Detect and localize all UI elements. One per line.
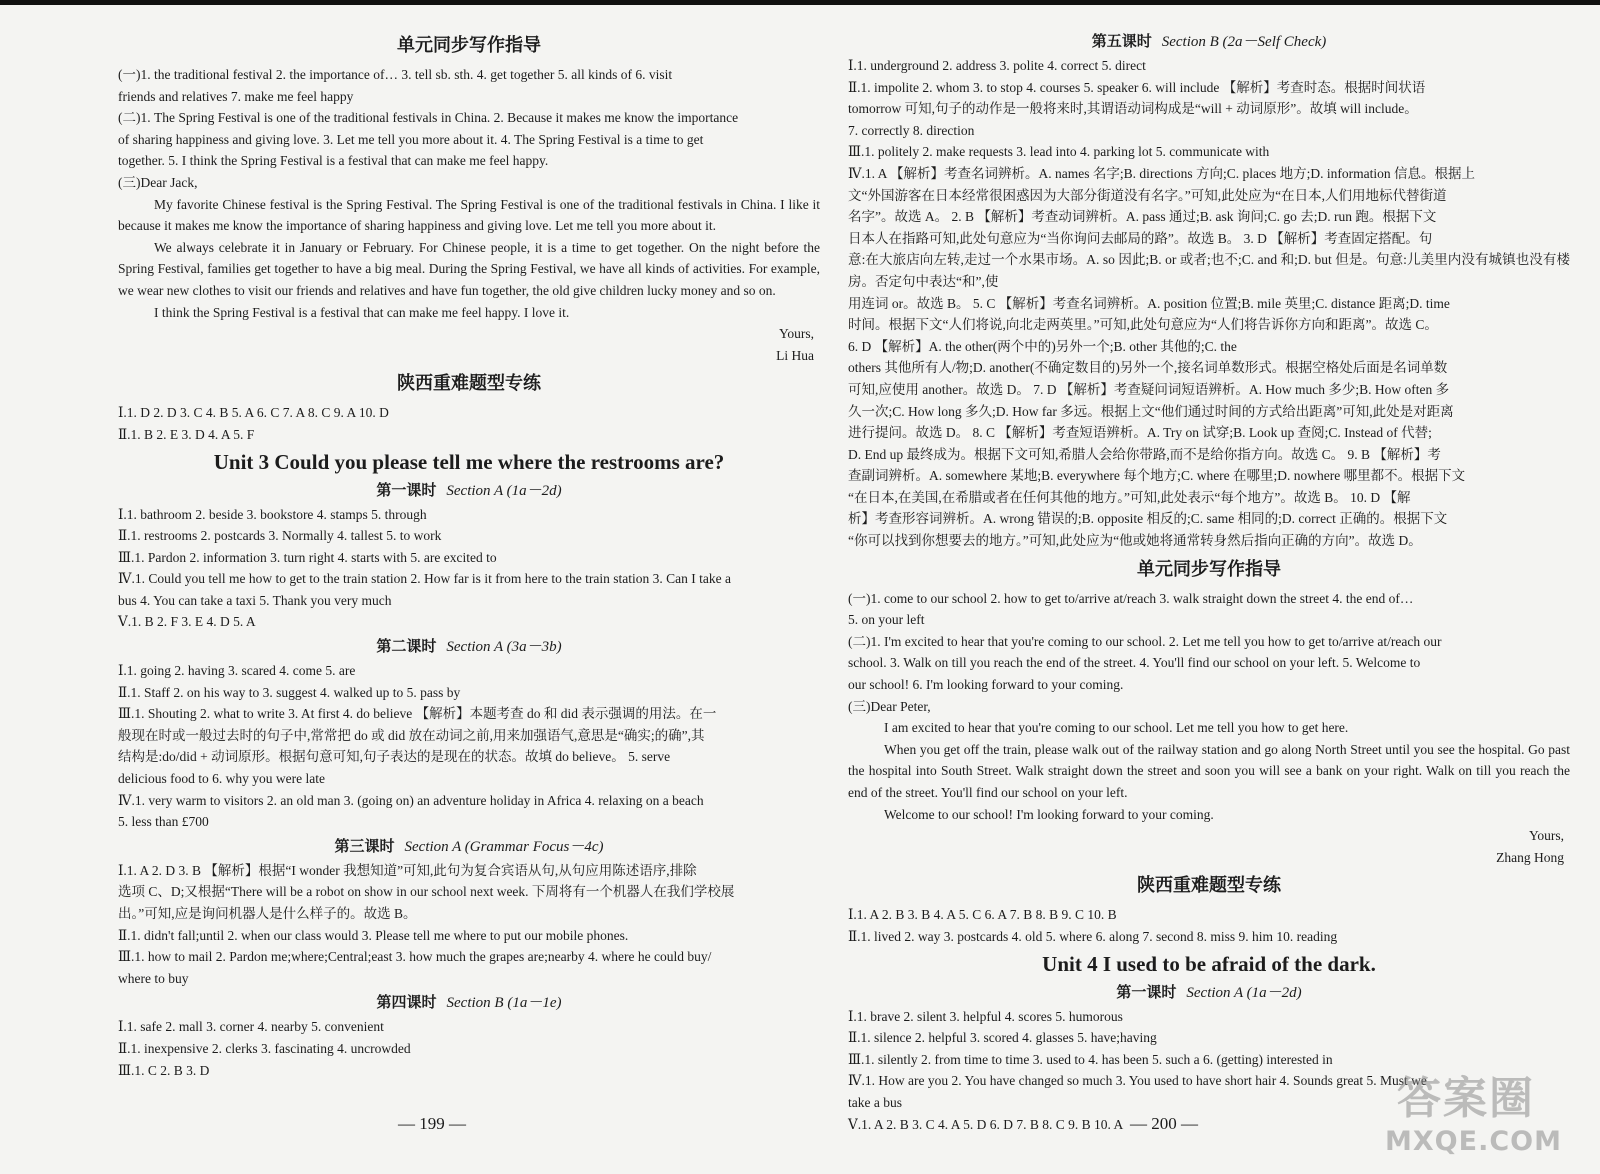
answer-line: Ⅳ.1. How are you 2. You have changed so much 3. You used to have short hair 4. Sounds great 5. Must we [848, 1073, 1427, 1089]
answer-line: Ⅰ.1. brave 2. silent 3. helpful 4. scores 5. humorous [848, 1008, 1123, 1024]
answer-line: 久一次;C. How long 多久;D. How far 多远。根据上文“他们通过时间的方式给出距离”可知,此处是对距离 [848, 403, 1454, 419]
answer-line: 文“外国游客在日本经常很困惑因为大部分街道没有名字。”可知,此处应为“在日本,人们用地标代替街道 [848, 187, 1447, 203]
lesson-section: Section B (2a－Self Check) [1161, 34, 1327, 50]
lesson-heading [118, 834, 820, 859]
watermark-url: MXQE.COM [1385, 1126, 1562, 1157]
answer-line: Ⅰ.1. safe 2. mall 3. corner 4. nearby 5. convenient [118, 1019, 384, 1035]
letter-paragraph: When you get off the train, please walk out of the railway station and go along North Street until you see the hospital. Go past the hospital into South Street. Walk straight down the street and soon you will see a bank on your right. Walk on till you reach the end of the street. You'll find our school on your left. [848, 741, 1570, 800]
answer-line: 时间。根据下文“人们将说,向北走两英里。”可知,此处句意应为“人们将告诉你方向和距离”。故选 C。 [848, 317, 1438, 333]
answer-line: Ⅱ.1. inexpensive 2. clerks 3. fascinating 4. uncrowded [118, 1040, 411, 1056]
lesson-section: Section A (3a－3b) [446, 639, 562, 656]
answer-line: Ⅱ.1. didn't fall;until 2. when our class would 3. Please tell me where to put our mobile phones. [118, 927, 629, 943]
lesson-heading [118, 478, 820, 503]
answer-line: Ⅲ.1. Shouting 2. what to write 3. At first 4. do believe 【解析】本题考查 do 和 did 表示强调的用法。在一 [118, 706, 717, 722]
answer-line: 查副词辨析。A. somewhere 某地;B. everywhere 每个地方;C. where 在哪里;D. nowhere 哪里都不。根据下文 [848, 468, 1466, 484]
letter-paragraph: My favorite Chinese festival is the Spring Festival. The Spring Festival is one of the traditional festivals in China. I like it because it makes me know the importance of sharing happiness and giving love. Let me tell you more about it. [118, 196, 820, 234]
writing-guide-title: 单元同步写作指导 [397, 35, 541, 56]
answer-line: (二)1. The Spring Festival is one of the traditional festivals in China. 2. Because it makes me know the importance [118, 110, 739, 126]
answer-line: (一)1. the traditional festival 2. the importance of… 3. tell sb. sth. 4. get together 5. all kinds of 6. visit [118, 67, 673, 82]
answer-line: our school! 6. I'm looking forward to your coming. [848, 677, 1124, 693]
answer-line: 进行提问。故选 D。 8. C 【解析】考查短语辨析。A. Try on 试穿;B. Look up 查阅;C. Instead of 代替; [848, 425, 1432, 441]
answer-line: Ⅳ.1. A 【解析】考查名词辨析。A. names 名字;B. directions 方向;C. places 地方;D. information 信息。根据上 [848, 165, 1475, 181]
sample-letter [848, 717, 1570, 868]
unit-title: Unit 4 I used to be afraid of the dark. [1042, 951, 1376, 976]
answer-line: Ⅲ.1. how to mail 2. Pardon me;where;Central;east 3. how much the grapes are;nearby 4. where he could buy/ [118, 949, 712, 965]
answer-line: Ⅱ.1. restrooms 2. postcards 3. Normally 4. tallest 5. to work [118, 528, 442, 544]
answer-line: Ⅲ.1. silently 2. from time to time 3. used to 4. has been 5. such a 6. (getting) interested in [848, 1051, 1333, 1067]
answer-line: together. 5. I think the Spring Festival is a festival that can make me feel happy. [118, 153, 549, 169]
lesson-heading [118, 634, 820, 659]
answer-line: Ⅴ.1. B 2. F 3. E 4. D 5. A [118, 614, 256, 630]
writing-guide-title: 单元同步写作指导 [1137, 558, 1281, 580]
answer-line: (一)1. come to our school 2. how to get to/arrive at/reach 3. walk straight down the street 4. the end of… [848, 590, 1414, 606]
lesson-section: Section A (1a－2d) [1186, 984, 1302, 1001]
answer-line: 般现在时或一般过去时的句子中,常常把 do 或 did 放在动词之前,用来加强语气,意思是“确实;的确”,其 [118, 727, 705, 743]
answer-line: 结构是:do/did + 动词原形。根据句意可知,句子表达的是现在的状态。故填 do believe。 5. serve [118, 749, 671, 765]
letter-signature: Li Hua [776, 347, 814, 363]
top-border [0, 0, 1600, 5]
letter-greeting: (三)Dear Jack, [118, 174, 198, 190]
right-page [848, 28, 1570, 1135]
answer-line: Ⅲ.1. Pardon 2. information 3. turn right 4. starts with 5. are excited to [118, 549, 497, 565]
lesson-title: 第一课时 [376, 480, 437, 499]
letter-closing: Yours, [778, 326, 814, 342]
answer-line: Ⅱ.1. Staff 2. on his way to 3. suggest 4. walked up to 5. pass by [118, 684, 461, 700]
watermark-logo [1385, 1060, 1585, 1168]
lesson-heading [848, 980, 1570, 1005]
practice-title: 陕西重难题型专练 [1137, 875, 1281, 897]
page-number: — 200 — [1130, 1114, 1198, 1133]
answer-line: 日本人在指路可知,此处句意应为“当你询问去邮局的路”。故选 B。 3. D 【解析】考查固定搭配。句 [848, 230, 1433, 246]
answer-line: 用连词 or。故选 B。 5. C 【解析】考查名词辨析。A. position 位置;B. mile 英里;C. distance 距离;D. time [848, 295, 1450, 311]
lesson-title: 第四课时 [376, 993, 437, 1012]
answer-line: D. End up 最终成为。根据下文可知,希腊人会给你带路,而不是给你指方向。故选 C。 9. B 【解析】考 [848, 446, 1441, 462]
lesson-heading [118, 990, 820, 1015]
lesson-section: Section A (1a－2d) [446, 482, 562, 499]
answer-line: Ⅲ.1. C 2. B 3. D [118, 1062, 210, 1078]
lesson-title: 第一课时 [1116, 982, 1177, 1001]
answer-line: where to buy [118, 970, 189, 986]
answer-line: delicious food to 6. why you were late [118, 771, 325, 787]
answer-line: tomorrow 可知,句子的动作是一般将来时,其谓语动词构成是“will + 动词原形”。故填 will include。 [848, 101, 1418, 117]
lesson-title: 第五课时 [1091, 32, 1152, 50]
letter-paragraph: Welcome to our school! I'm looking forward to your coming. [884, 806, 1214, 822]
lesson-section: Section A (Grammar Focus－4c) [404, 838, 604, 855]
sample-letter [118, 194, 820, 367]
answer-line: of sharing happiness and giving love. 3. Let me tell you more about it. 4. The Spring Festival is a time to get [118, 131, 704, 147]
answer-line: Ⅰ.1. bathroom 2. beside 3. bookstore 4. stamps 5. through [118, 506, 427, 522]
unit-title: Unit 3 Could you please tell me where the restrooms are? [213, 449, 725, 474]
answer-line: 5. on your left [848, 612, 925, 628]
page-number: — 199 — [398, 1114, 466, 1133]
answer-line: Ⅱ.1. silence 2. helpful 3. scored 4. glasses 5. have;having [848, 1030, 1157, 1046]
answer-line: 选项 C、D;又根据“There will be a robot on show in our school next week. 下周将有一个机器人在我们学校展 [118, 884, 735, 900]
answer-line: Ⅳ.1. very warm to visitors 2. an old man 3. (going on) an adventure holiday in Africa 4. relaxing on a beach [118, 792, 704, 808]
answer-line: take a bus [848, 1094, 902, 1110]
practice-title: 陕西重难题型专练 [397, 373, 541, 395]
answer-line: 析】考查形容词辨析。A. wrong 错误的;B. opposite 相反的;C. same 相同的;D. correct 正确的。根据下文 [848, 511, 1448, 527]
letter-closing: Yours, [1528, 828, 1564, 844]
answer-line: 名字”。故选 A。 2. B 【解析】考查动词辨析。A. pass 通过;B. ask 询问;C. go 去;D. run 跑。根据下文 [848, 209, 1437, 225]
answer-line: 出。”可知,应是询问机器人是什么样子的。故选 B。 [118, 906, 417, 921]
answer-line: Ⅱ.1. B 2. E 3. D 4. A 5. F [118, 426, 255, 442]
letter-greeting: (三)Dear Peter, [848, 698, 931, 714]
answer-line: “在日本,在美国,在希腊或者在任何其他的地方。”可知,此处表示“每个地方”。故选 B。 10. D 【解 [848, 489, 1411, 505]
answer-line: others 其他所有人/物;D. another(不确定数目的)另外一个,接名词单数形式。根据空格处后面是名词单数 [848, 360, 1448, 376]
writing-guide-answers [118, 64, 820, 194]
left-page [118, 28, 820, 1081]
letter-paragraph: I am excited to hear that you're coming to our school. Let me tell you how to get here. [884, 720, 1349, 736]
answer-line: Ⅱ.1. lived 2. way 3. postcards 4. old 5. where 6. along 7. second 8. miss 9. him 10. reading [848, 928, 1338, 944]
letter-signature: Zhang Hong [1496, 849, 1564, 865]
answer-line: bus 4. You can take a taxi 5. Thank you very much [118, 592, 392, 608]
answer-line: (二)1. I'm excited to hear that you're coming to our school. 2. Let me tell you how to get to/arrive at/reach our [848, 633, 1442, 649]
answer-line: Ⅰ.1. D 2. D 3. C 4. B 5. A 6. C 7. A 8. C 9. A 10. D [118, 405, 389, 421]
answer-line: 6. D 【解析】A. the other(两个中的)另外一个;B. other 其他的;C. the [848, 338, 1237, 354]
answer-line: school. 3. Walk on till you reach the end of the street. 4. You'll find our school on your left. 5. Welcome to [848, 655, 1421, 671]
answer-line: 可知,应使用 another。故选 D。 7. D 【解析】考查疑问词短语辨析。A. How much 多少;B. How often 多 [848, 381, 1450, 397]
letter-paragraph: We always celebrate it in January or February. For Chinese people, it is a time to get together. On the night before the Spring Festival, families get together to have a big meal. During the Spring Festival, we have all kinds of activities. For example, we wear new clothes to visit our friends and relatives and have fun together, the old give children lucky money and so on. [118, 239, 820, 298]
answer-line: 7. correctly 8. direction [848, 122, 975, 138]
lesson-title: 第二课时 [376, 637, 437, 656]
answer-line: Ⅰ.1. going 2. having 3. scared 4. come 5. are [118, 663, 356, 679]
answer-line: Ⅰ.1. underground 2. address 3. polite 4. correct 5. direct [848, 58, 1146, 73]
lesson-title: 第三课时 [334, 836, 395, 855]
answer-line: Ⅳ.1. Could you tell me how to get to the train station 2. How far is it from here to the train station 3. Can I take a [118, 571, 731, 587]
answer-line: Ⅰ.1. A 2. B 3. B 4. A 5. C 6. A 7. B 8. B 9. C 10. B [848, 907, 1117, 923]
answer-line: “你可以找到你想要去的地方。”可知,此处应为“他或她将通常转身然后指向正确的方向”。故选 D。 [848, 533, 1422, 549]
answer-line: 5. less than £700 [118, 814, 209, 830]
answer-line: 意:在大旅店向左转,走过一个水果市场。A. so 因此;B. or 或者;也不;C. and 和;D. but 但是。句意:儿美里内没有城镇也没有楼房。否定句中表达“和”,使 [848, 252, 1570, 289]
answer-line: Ⅰ.1. A 2. D 3. B 【解析】根据“I wonder 我想知道”可知,此句为复合宾语从句,从句应用陈述语序,排除 [118, 862, 697, 878]
answer-line: Ⅲ.1. politely 2. make requests 3. lead into 4. parking lot 5. communicate with [848, 144, 1270, 160]
writing-guide-answers [848, 588, 1570, 718]
answer-line: friends and relatives 7. make me feel happy [118, 88, 354, 104]
lesson-section: Section B (1a－1e) [446, 995, 562, 1012]
letter-paragraph: I think the Spring Festival is a festival that can make me feel happy. I love it. [154, 304, 570, 320]
answer-line: Ⅱ.1. impolite 2. whom 3. to stop 4. courses 5. speaker 6. will include 【解析】考查时态。根据时间状语 [848, 79, 1426, 95]
watermark-logo-text: 答案圈 [1397, 1073, 1535, 1124]
answer-line: Ⅴ.1. A 2. B 3. C 4. A 5. D 6. D 7. B 8. C 9. B 10. A [848, 1116, 1124, 1132]
lesson-heading [848, 29, 1570, 54]
